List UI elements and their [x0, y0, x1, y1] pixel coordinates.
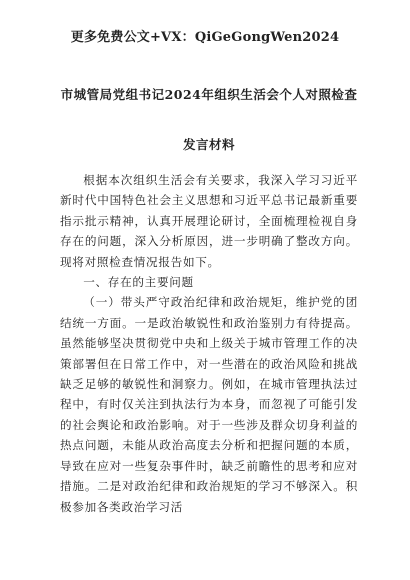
section-heading: 一、存在的主要问题 [83, 275, 194, 290]
intro-paragraph: 根据本次组织生活会有关要求，我深入学习习近平新时代中国特色社会主义思想和习近平总书记最新重要指示批示精神，认真开展理论研讨，全面梳理检视自身存在的问题，深入分析原因，进一步明确了整改方向。现将对照检查情况报告如下。 [60, 173, 358, 269]
document-title: 市城管局党组书记2024年组织生活会个人对照检查发言材料 [60, 87, 358, 152]
body-paragraph: （一）带头严守政治纪律和政治规矩，维护党的团结统一方面。一是政治敏锐性和政治鉴别力有待提高。虽然能够坚决贯彻党中央和上级关于城市管理工作的决策部署但在日常工作中，对一些潜在的政治风险和挑战缺乏足够的敏锐性和洞察力。例如，在城市管理执法过程中，有时仅关注到执法行为本身，而忽视了可能引发的社会舆论和政治影响。对于一些涉及群众切身利益的热点问题，未能从政治高度去分析和把握问题的本质，导致在应对一些复杂事件时，缺乏前瞻性的思考和应对措施。二是对政治纪律和政治规矩的学习不够深入。积极参加各类政治学习活 [60, 295, 358, 514]
document-body [60, 170, 358, 517]
watermark-header: 更多免费公文+VX：QiGeGongWen2024 [70, 30, 340, 45]
